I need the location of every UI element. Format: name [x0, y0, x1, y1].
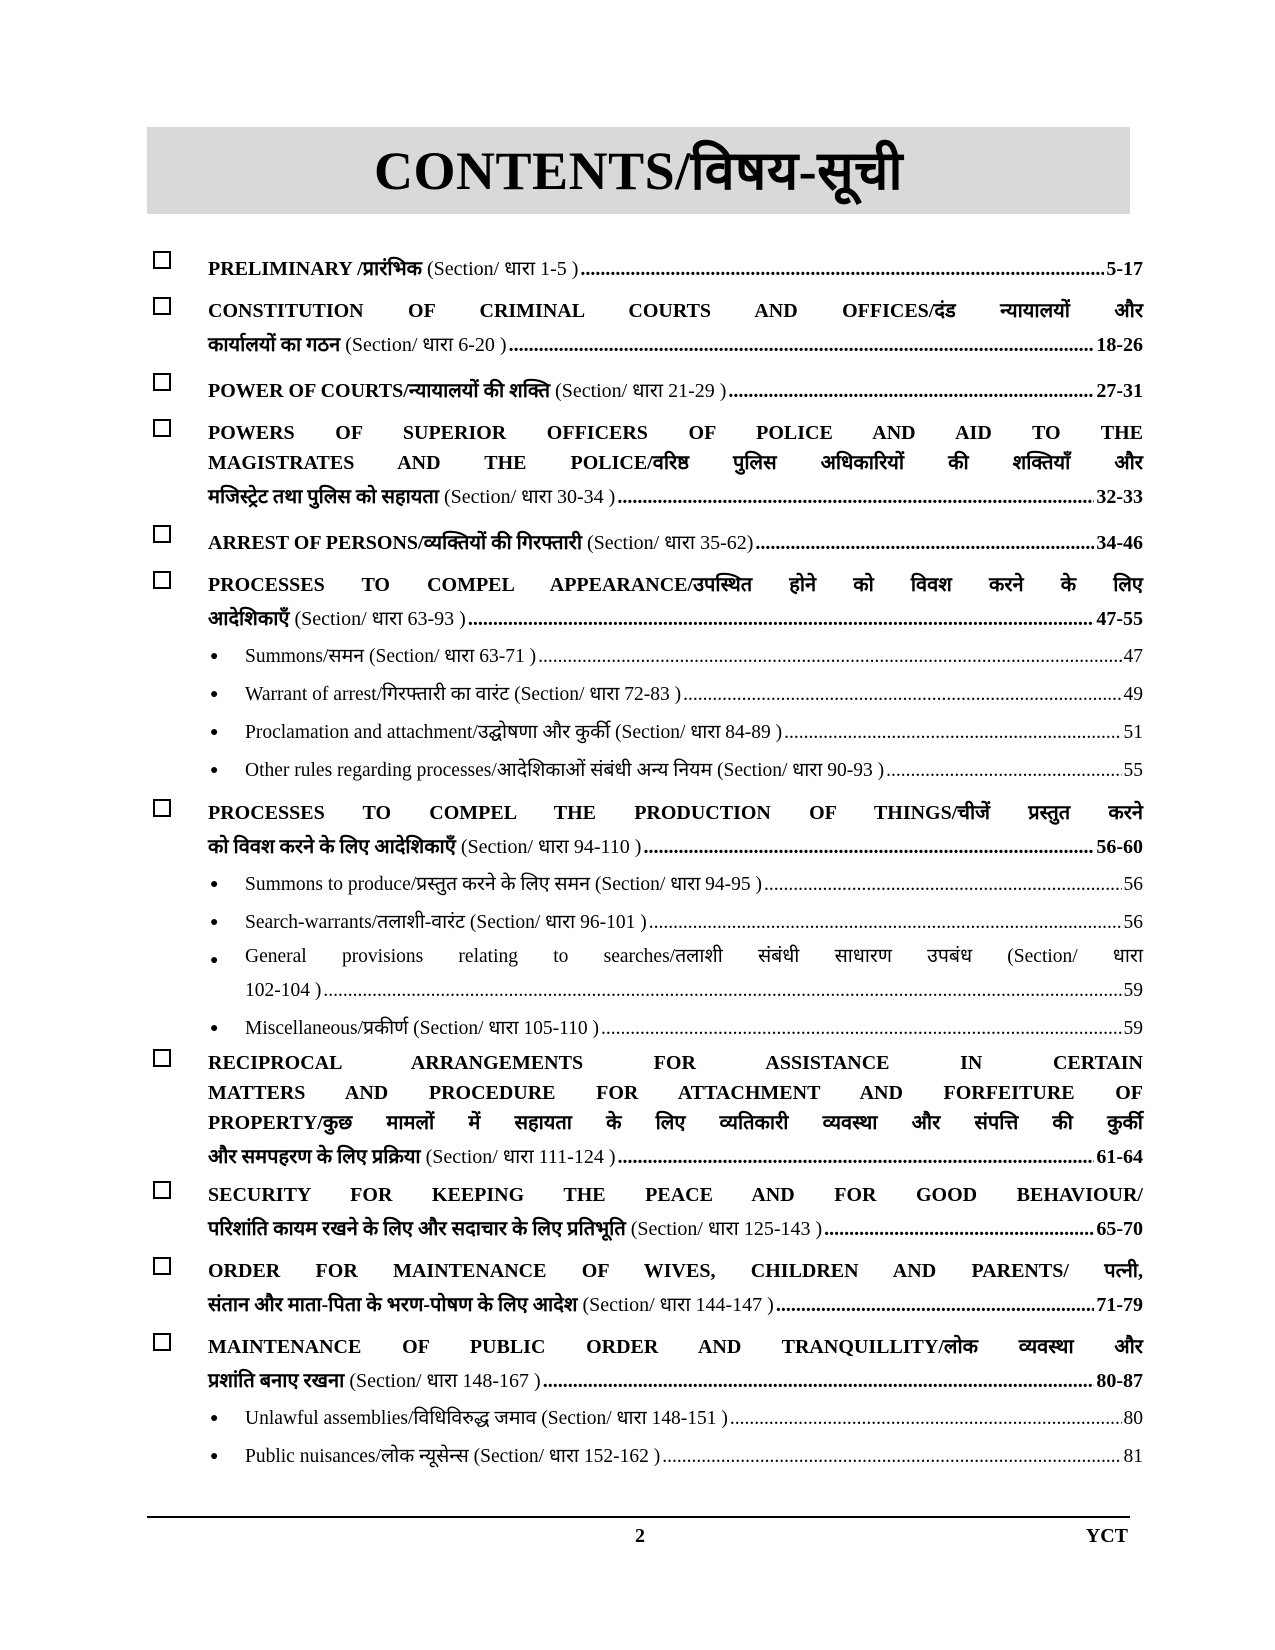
title-with-section	[208, 326, 507, 364]
dot-leader	[618, 1138, 1095, 1176]
toc-subentry[interactable]	[147, 866, 1143, 904]
toc-entry-last-line	[208, 478, 1143, 516]
toc-entry-title: को विवश करने के लिए आदेशिकाएँ	[208, 836, 456, 858]
page-number-ref: 59	[1123, 1018, 1143, 1039]
toc-entry-last-line	[208, 600, 1143, 638]
toc-entry-line: PROPERTY/कुछ मामलों में सहायता के लिए व्यतिकारी व्यवस्था और संपत्ति की कुर्की	[208, 1112, 1143, 1134]
page-range: 27-31	[1096, 380, 1143, 402]
title-with-section	[208, 828, 641, 866]
section-range: (Section/ धारा 125-143 )	[630, 1218, 823, 1240]
toc-entry-last-line	[208, 326, 1143, 364]
toc-entry[interactable]	[147, 1048, 1143, 1176]
toc-subentry-title: Public nuisances/लोक न्यूसेन्स (Section/ धारा 152-162 )	[245, 1446, 661, 1467]
toc-entry-title: कार्यालयों का गठन	[208, 334, 341, 356]
toc-entry-line: SECURITY FOR KEEPING THE PEACE AND FOR GOOD BEHAVIOUR/	[208, 1184, 1143, 1206]
dot-leader	[323, 972, 1121, 1010]
toc-entry-title: परिशांति कायम रखने के लिए और सदाचार के लिए प्रतिभूति	[208, 1218, 626, 1240]
page-number-ref: 81	[1123, 1446, 1143, 1467]
dot-leader	[776, 1286, 1095, 1324]
spacer	[147, 1248, 1130, 1256]
page-range: 56-60	[1096, 836, 1143, 858]
toc-entry-last-line	[208, 524, 1143, 562]
toc-entry[interactable]	[147, 524, 1143, 562]
title-with-section	[208, 250, 578, 288]
toc-entry-last-line	[208, 372, 1143, 410]
toc-entry-last-line	[208, 1362, 1143, 1400]
bullet-icon: ●	[210, 877, 219, 892]
toc-subentry[interactable]	[147, 904, 1143, 942]
title-with-section	[208, 1362, 541, 1400]
bullet-icon: ●	[210, 1411, 219, 1426]
toc-entry-title: आदेशिकाएँ	[208, 608, 290, 630]
dot-leader	[886, 752, 1121, 790]
toc-entry-last-line	[208, 250, 1143, 288]
dot-leader	[784, 714, 1121, 752]
section-range: (Section/ धारा 30-34 )	[443, 486, 616, 508]
title-with-section	[208, 1138, 616, 1176]
bullet-icon: ●	[210, 649, 219, 664]
checkbox-square-icon	[153, 251, 171, 269]
toc-subentry-last-line	[245, 1400, 1143, 1438]
toc-entry-title: और समपहरण के लिए प्रक्रिया	[208, 1146, 421, 1168]
bullet-icon: ●	[210, 763, 219, 778]
bullet-icon: ●	[210, 915, 219, 930]
page-range: 61-64	[1096, 1146, 1143, 1168]
title-with-section	[208, 478, 615, 516]
page-number-ref: 47	[1123, 646, 1143, 667]
spacer	[147, 410, 1130, 418]
page-number-ref: 59	[1123, 980, 1143, 1001]
table-of-contents	[147, 250, 1143, 1484]
bullet-icon: ●	[210, 953, 219, 968]
spacer	[147, 364, 1130, 372]
toc-entry-last-line	[208, 828, 1143, 866]
toc-subentry-last-line	[245, 676, 1143, 714]
toc-entry-line: MAINTENANCE OF PUBLIC ORDER AND TRANQUILLITY/लोक व्यवस्था और	[208, 1336, 1143, 1358]
toc-subentry-last-line	[245, 1010, 1143, 1048]
spacer	[147, 562, 1130, 570]
toc-subentry[interactable]	[147, 942, 1143, 1010]
toc-entry-title: POWER OF COURTS/न्यायालयों की शक्ति	[208, 380, 551, 402]
dot-leader	[617, 478, 1094, 516]
page-title: CONTENTS/विषय-सूची	[374, 140, 903, 201]
page-number-ref: 51	[1123, 722, 1143, 743]
toc-subentry-title: Warrant of arrest/गिरफ्तारी का वारंट (Section/ धारा 72-83 )	[245, 684, 682, 705]
toc-entry-title: PRELIMINARY /प्रारंभिक	[208, 258, 423, 280]
toc-entry[interactable]	[147, 570, 1143, 638]
toc-subentry-title: Proclamation and attachment/उद्घोषणा और कुर्की (Section/ धारा 84-89 )	[245, 722, 783, 743]
dot-leader	[764, 866, 1122, 904]
dot-leader	[543, 1362, 1095, 1400]
dot-leader	[683, 676, 1121, 714]
toc-entry-line: RECIPROCAL ARRANGEMENTS FOR ASSISTANCE IN CERTAIN	[208, 1052, 1143, 1074]
page-number: 2	[635, 1525, 645, 1547]
toc-subentry-line: General provisions relating to searches/तलाशी संबंधी साधारण उपबंध (Section/ धारा	[245, 946, 1143, 967]
checkbox-square-icon	[153, 1257, 171, 1275]
toc-entry-last-line	[208, 1210, 1143, 1248]
toc-subentry[interactable]	[147, 1400, 1143, 1438]
toc-subentry[interactable]	[147, 676, 1143, 714]
toc-entry[interactable]	[147, 1180, 1143, 1248]
toc-entry-title: संतान और माता-पिता के भरण-पोषण के लिए आदेश	[208, 1294, 578, 1316]
dot-leader	[662, 1438, 1121, 1476]
title-with-section	[208, 1286, 774, 1324]
toc-entry[interactable]	[147, 418, 1143, 516]
page-range: 5-17	[1106, 258, 1143, 280]
page-number-ref: 55	[1123, 760, 1143, 781]
checkbox-square-icon	[153, 373, 171, 391]
toc-subentry-last-line	[245, 714, 1143, 752]
page-range: 80-87	[1096, 1370, 1143, 1392]
dot-leader	[730, 1400, 1122, 1438]
toc-entry[interactable]	[147, 296, 1143, 364]
title-with-section	[208, 372, 726, 410]
section-range: (Section/ धारा 94-110 )	[460, 836, 642, 858]
page-range: 18-26	[1096, 334, 1143, 356]
title-band	[147, 127, 1130, 214]
bullet-icon: ●	[210, 725, 219, 740]
spacer	[147, 790, 1130, 798]
spacer	[147, 1476, 1130, 1484]
bullet-icon: ●	[210, 1021, 219, 1036]
toc-entry-title: मजिस्ट्रेट तथा पुलिस को सहायता	[208, 486, 439, 508]
toc-subentry[interactable]	[147, 714, 1143, 752]
toc-entry-line: MATTERS AND PROCEDURE FOR ATTACHMENT AND FORFEITURE OF	[208, 1082, 1143, 1104]
spacer	[147, 1324, 1130, 1332]
bullet-icon: ●	[210, 1449, 219, 1464]
toc-entry-line: MAGISTRATES AND THE POLICE/वरिष्ठ पुलिस अधिकारियों की शक्तियाँ और	[208, 452, 1143, 474]
toc-subentry-last-line	[245, 638, 1143, 676]
toc-subentry[interactable]	[147, 1010, 1143, 1048]
section-range: (Section/ धारा 35-62)	[587, 532, 754, 554]
toc-entry[interactable]	[147, 1332, 1143, 1400]
dot-leader	[509, 326, 1095, 364]
bullet-icon: ●	[210, 687, 219, 702]
toc-subentry-last-line	[245, 1438, 1143, 1476]
toc-entry-title: ARREST OF PERSONS/व्यक्तियों की गिरफ्तारी	[208, 532, 583, 554]
toc-subentry-last-line	[245, 752, 1143, 790]
toc-entry-title: प्रशांति बनाए रखना	[208, 1370, 345, 1392]
toc-entry[interactable]	[147, 372, 1143, 410]
dot-leader	[643, 828, 1094, 866]
toc-entry[interactable]	[147, 798, 1143, 866]
toc-entry-line: PROCESSES TO COMPEL THE PRODUCTION OF THINGS/चीजें प्रस्तुत करने	[208, 802, 1143, 824]
section-range: (Section/ धारा 148-167 )	[349, 1370, 541, 1392]
toc-subentry[interactable]	[147, 752, 1143, 790]
checkbox-square-icon	[153, 1333, 171, 1351]
dot-leader	[755, 524, 1094, 562]
publisher-mark: YCT	[1085, 1525, 1128, 1547]
toc-entry-last-line	[208, 1286, 1143, 1324]
section-range: (Section/ धारा 63-93 )	[294, 608, 466, 630]
dot-leader	[538, 638, 1121, 676]
section-range: (Section/ धारा 144-147 )	[582, 1294, 774, 1316]
toc-subentry-title: Summons/समन (Section/ धारा 63-71 )	[245, 646, 537, 667]
toc-entry-last-line	[208, 1138, 1143, 1176]
toc-subentry-title: Search-warrants/तलाशी-वारंट (Section/ धारा 96-101 )	[245, 912, 647, 933]
toc-entry-line: PROCESSES TO COMPEL APPEARANCE/उपस्थित होने को विवश करने के लिए	[208, 574, 1143, 596]
toc-subentry[interactable]	[147, 1438, 1143, 1476]
footer-rule	[147, 1516, 1130, 1518]
page-range: 71-79	[1096, 1294, 1143, 1316]
title-with-section	[208, 1210, 822, 1248]
dot-leader	[824, 1210, 1094, 1248]
toc-entry-line: CONSTITUTION OF CRIMINAL COURTS AND OFFICES/दंड न्यायालयों और	[208, 300, 1143, 322]
toc-entry-line: POWERS OF SUPERIOR OFFICERS OF POLICE AND AID TO THE	[208, 422, 1143, 444]
toc-subentry[interactable]	[147, 638, 1143, 676]
section-range: (Section/ धारा 21-29 )	[555, 380, 727, 402]
page-range: 65-70	[1096, 1218, 1143, 1240]
checkbox-square-icon	[153, 1049, 171, 1067]
section-range: (Section/ धारा 6-20 )	[345, 334, 507, 356]
toc-subentry-last-line	[245, 972, 1143, 1010]
page-range: 32-33	[1096, 486, 1143, 508]
section-range: (Section/ धारा 111-124 )	[425, 1146, 616, 1168]
page-number-ref: 80	[1123, 1408, 1143, 1429]
dot-leader	[649, 904, 1122, 942]
toc-subentry-title: Unlawful assemblies/विधिविरुद्ध जमाव (Section/ धारा 148-151 )	[245, 1408, 728, 1429]
toc-subentry-last-line	[245, 904, 1143, 942]
page-number-ref: 56	[1123, 874, 1143, 895]
section-range: (Section/ धारा 1-5 )	[427, 258, 579, 280]
toc-entry[interactable]	[147, 250, 1143, 288]
checkbox-square-icon	[153, 419, 171, 437]
spacer	[147, 516, 1130, 524]
checkbox-square-icon	[153, 1181, 171, 1199]
page-number-ref: 56	[1123, 912, 1143, 933]
toc-subentry-title: Other rules regarding processes/आदेशिकाओं संबंधी अन्य नियम (Section/ धारा 90-93 )	[245, 760, 885, 781]
checkbox-square-icon	[153, 799, 171, 817]
toc-subentry-title: 102-104 )	[245, 980, 322, 1001]
dot-leader	[580, 250, 1104, 288]
dot-leader	[728, 372, 1094, 410]
spacer	[147, 288, 1130, 296]
dot-leader	[468, 600, 1095, 638]
title-with-section	[208, 600, 466, 638]
toc-subentry-title: Summons to produce/प्रस्तुत करने के लिए समन (Section/ धारा 94-95 )	[245, 874, 762, 895]
dot-leader	[601, 1010, 1121, 1048]
title-with-section	[208, 524, 753, 562]
toc-subentry-last-line	[245, 866, 1143, 904]
checkbox-square-icon	[153, 525, 171, 543]
toc-entry[interactable]	[147, 1256, 1143, 1324]
page-number-ref: 49	[1123, 684, 1143, 705]
page-range: 47-55	[1096, 608, 1143, 630]
toc-subentry-title: Miscellaneous/प्रकीर्ण (Section/ धारा 105-110 )	[245, 1018, 600, 1039]
toc-entry-line: ORDER FOR MAINTENANCE OF WIVES, CHILDREN AND PARENTS/ पत्नी,	[208, 1260, 1143, 1282]
checkbox-square-icon	[153, 297, 171, 315]
checkbox-square-icon	[153, 571, 171, 589]
page-range: 34-46	[1096, 532, 1143, 554]
